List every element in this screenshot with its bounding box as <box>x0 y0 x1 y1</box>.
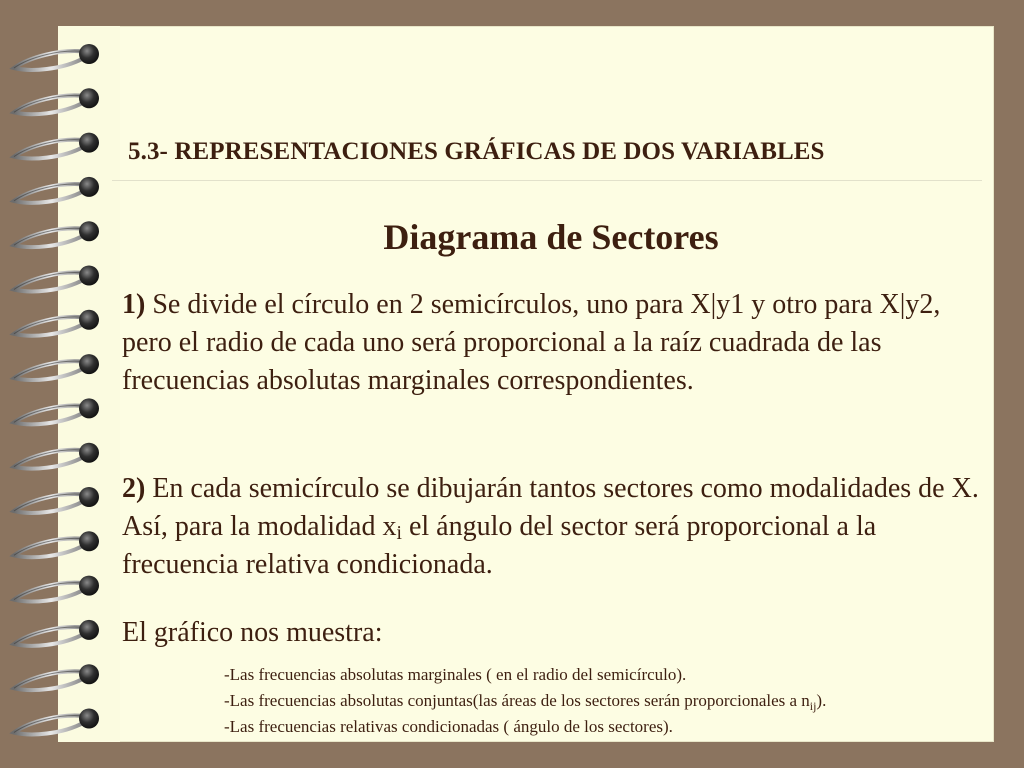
bullet-joint-end: ). <box>816 691 827 710</box>
binding-ring <box>14 310 99 336</box>
step-2-number: 2) <box>122 473 146 504</box>
binding-ring <box>14 44 99 70</box>
bullet-item-marginal: -Las frecuencias absolutas marginales ( en el radio del semicírculo). <box>224 665 687 684</box>
binding-ring <box>14 576 99 602</box>
binding-ring <box>14 664 99 690</box>
binding-ring <box>14 88 99 114</box>
bullet-item-conditional: -Las frecuencias relativas condicionadas ( ángulo de los sectores). <box>224 717 673 736</box>
binding-ring <box>14 709 99 735</box>
binding-ring <box>14 487 99 513</box>
step-2-text-before: En cada semicírculo se dibujarán tantos sectores como modalidades de X. Así, para la modalidad x <box>122 473 979 542</box>
step-1-text: Se divide el círculo en 2 semicírculos, uno para X|y1 y otro para X|y2, pero el radio de cada uno será proporcional a la raíz cuadrada de las frecuencias absolutas marginales correspondientes. <box>122 289 941 396</box>
bullet-list <box>224 662 994 740</box>
bullet-joint-subscript: ij <box>809 699 817 713</box>
step-2-subscript: i <box>396 523 402 544</box>
intro-text: El gráfico nos muestra: <box>122 617 383 648</box>
binding-ring <box>14 354 99 380</box>
title-divider <box>112 180 982 181</box>
spiral-binding <box>0 0 120 768</box>
step-1-paragraph <box>122 286 992 400</box>
step-1-number: 1) <box>122 289 146 320</box>
binding-ring <box>14 177 99 203</box>
binding-ring <box>14 133 99 159</box>
binding-ring <box>14 443 99 469</box>
binding-ring <box>14 531 99 557</box>
bullet-joint-text: -Las frecuencias absolutas conjuntas(las áreas de los sectores serán proporcionales a n <box>224 691 810 710</box>
binding-ring <box>14 398 99 424</box>
step-2-paragraph <box>122 470 992 584</box>
binding-ring <box>14 266 99 292</box>
page-title: 5.3- REPRESENTACIONES GRÁFICAS DE DOS VARIABLES <box>128 138 825 165</box>
bullet-item-joint <box>224 688 994 714</box>
section-heading: Diagrama de Sectores <box>383 217 719 257</box>
step-2-text-after: el ángulo del sector será proporcional a la frecuencia relativa condicionada. <box>122 511 877 580</box>
binding-ring <box>14 620 99 646</box>
